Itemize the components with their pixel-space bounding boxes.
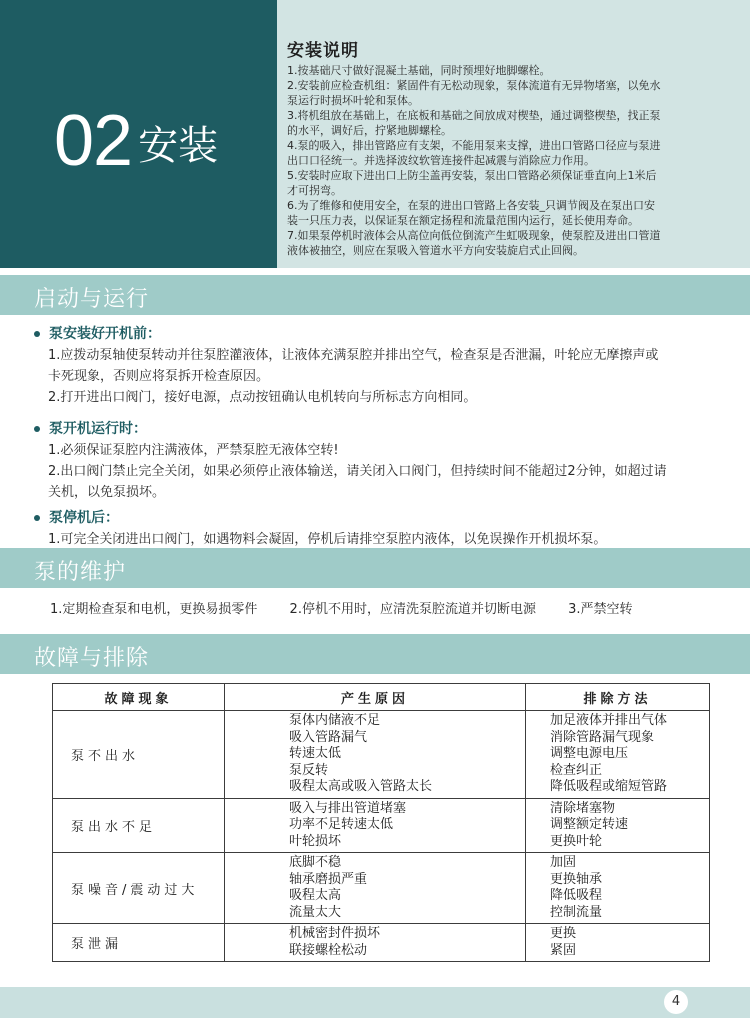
bullet-dot-icon <box>34 331 40 337</box>
fixes-cell: 清除堵塞物 调整额定转速 更换叶轮 <box>526 798 710 853</box>
section-title: 启动与运行 <box>34 287 150 312</box>
bullet-line: 2.出口阀门禁止完全关闭，如果必须停止液体输送，请关闭入口阀门，但持续时间不能超过2分钟，如超过请 关机，以免泵损坏。 <box>48 464 667 500</box>
fault-table <box>52 683 710 962</box>
page-number: 4 <box>664 990 688 1014</box>
table-row <box>53 711 710 799</box>
column-header: 故障现象 <box>53 684 225 711</box>
phenomenon-cell: 泵泄漏 <box>53 924 225 962</box>
hero-block <box>0 0 277 268</box>
startup-running <box>34 418 734 503</box>
phenomenon-cell: 泵出水不足 <box>53 798 225 853</box>
startup-stopped <box>34 507 734 550</box>
fixes-cell: 更换 紧固 <box>526 924 710 962</box>
install-list <box>287 63 740 258</box>
bullet-heading: 泵停机后： <box>34 507 734 527</box>
table-row <box>53 853 710 924</box>
bullet-line: 2.打开进出口阀门，接好电源，点动按钮确认电机转向与所标志方向相同。 <box>48 390 477 405</box>
bullet-heading: 泵开机运行时： <box>34 418 734 438</box>
install-item: 6.为了维修和使用安全，在泵的进出口管路上各安装_只调节阀及在泵出口安 装一只压力表，以保证泵在额定扬程和流量范围内运行，延长使用寿命。 <box>287 199 655 227</box>
install-item: 7.如果泵停机时液体会从高位向低位倒流产生虹吸现象，使泵腔及进出口管道 液体被抽空，则应在泵吸入管道水平方向安装旋启式止回阀。 <box>287 229 661 257</box>
fixes-cell: 加固 更换轴承 降低吸程 控制流量 <box>526 853 710 924</box>
column-header: 产生原因 <box>225 684 526 711</box>
bullet-line: 1.必须保证泵腔内注满液体，严禁泵腔无液体空转! <box>48 443 339 458</box>
bullet-line: 1.应拨动泵轴使泵转动并往泵腔灌液体，让液体充满泵腔并排出空气，检查泵是否泄漏，叶轮应无摩擦声或 卡死现象，否则应将泵拆开检查原因。 <box>48 348 659 384</box>
maintenance-item: 3.严禁空转 <box>568 602 633 617</box>
bullet-dot-icon <box>34 426 40 432</box>
install-title: 安装说明 <box>287 41 359 61</box>
section-title: 泵的维护 <box>34 560 127 585</box>
fixes-cell: 加足液体并排出气体 消除管路漏气现象 调整电源电压 检查纠正 降低吸程或缩短管路 <box>526 711 710 799</box>
causes-cell: 底脚不稳 轴承磨损严重 吸程太高 流量太大 <box>225 853 526 924</box>
section-header-maintenance <box>0 548 750 588</box>
install-item: 4.泵的吸入，排出管路应有支架，不能用泵来支撑，进出口管路口径应与泵进 出口口径统一。并选择波纹软管连接件起减震与消除应力作用。 <box>287 139 661 167</box>
install-item: 3.将机组放在基础上，在底板和基础之间放成对楔垫，通过调整楔垫，找正泵 的水平，调好后，拧紧地脚螺栓。 <box>287 109 661 137</box>
phenomenon-cell: 泵噪音/震动过大 <box>53 853 225 924</box>
table-row <box>53 798 710 853</box>
section-header-startup <box>0 275 750 315</box>
maintenance-item: 2.停机不用时，应清洗泵腔流道并切断电源 <box>289 602 536 617</box>
install-item: 2.安装前应检查机组：紧固件有无松动现象，泵体流道有无异物堵塞，以免水 泵运行时损坏叶轮和泵体。 <box>287 79 661 107</box>
install-item: 5.安装时应取下进出口上防尘盖再安装，泵出口管路必须保证垂直向上1米后 才可拐弯。 <box>287 169 657 197</box>
causes-cell: 机械密封件损坏 联接螺栓松动 <box>225 924 526 962</box>
causes-cell: 吸入与排出管道堵塞 功率不足转速太低 叶轮损坏 <box>225 798 526 853</box>
footer-band <box>0 987 750 1018</box>
top-band <box>0 0 750 268</box>
startup-before <box>34 323 734 408</box>
column-header: 排除方法 <box>526 684 710 711</box>
section-title: 故障与排除 <box>34 646 150 671</box>
phenomenon-cell: 泵不出水 <box>53 711 225 799</box>
section-header-troubleshooting <box>0 634 750 674</box>
bullet-line: 1.可完全关闭进出口阀门，如遇物料会凝固，停机后请排空泵腔内液体，以免误操作开机损坏泵。 <box>48 532 607 547</box>
hero-number: 02 <box>54 101 133 181</box>
hero-word: 安装 <box>138 123 219 169</box>
bullet-heading: 泵安装好开机前： <box>34 323 734 343</box>
startup-content <box>34 323 734 554</box>
maintenance-item: 1.定期检查泵和电机，更换易损零件 <box>50 602 258 617</box>
causes-cell: 泵体内储液不足 吸入管路漏气 转速太低 泵反转 吸程太高或吸入管路太长 <box>225 711 526 799</box>
table-row <box>53 924 710 962</box>
maintenance-list <box>50 598 661 617</box>
bullet-dot-icon <box>34 515 40 521</box>
install-item: 1.按基础尺寸做好混凝土基础，同时预埋好地脚螺栓。 <box>287 64 551 77</box>
table-header-row <box>53 684 710 711</box>
install-instructions <box>277 0 750 268</box>
hero-title <box>54 100 218 182</box>
